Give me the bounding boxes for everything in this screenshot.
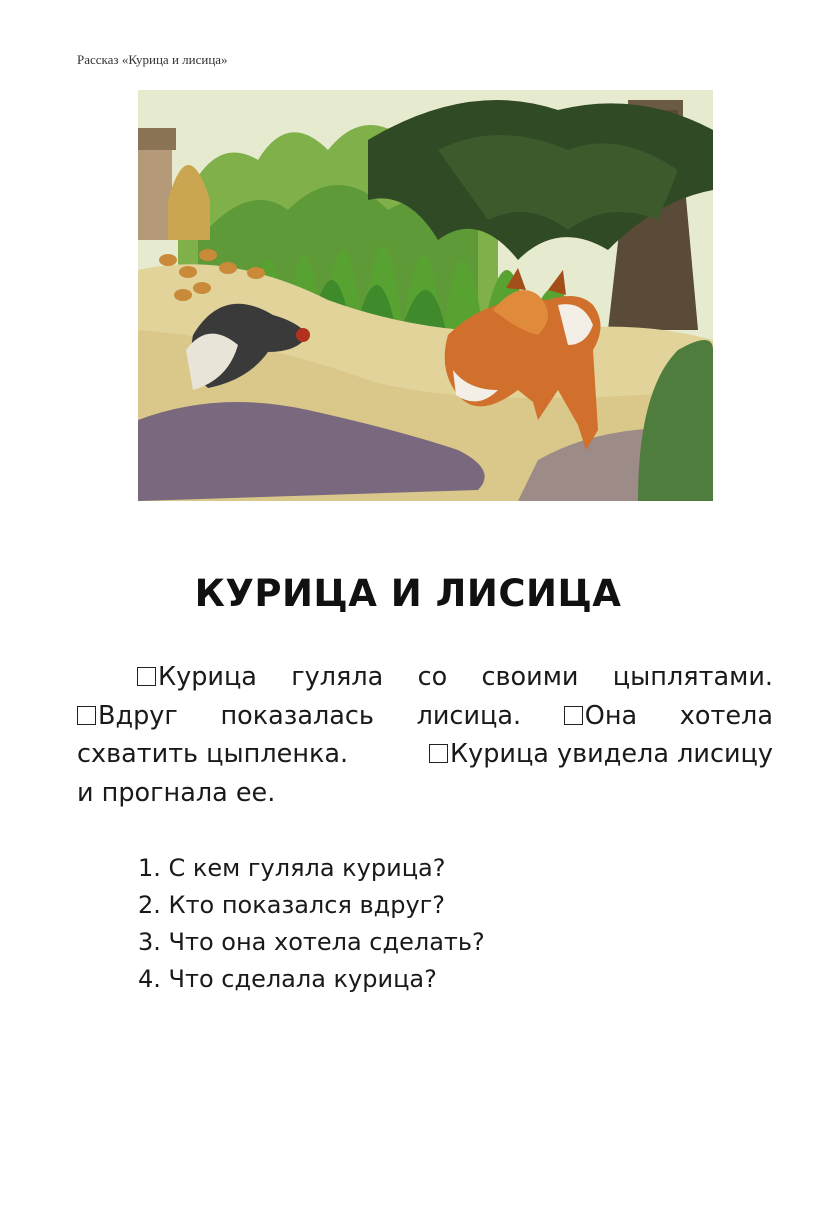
- story-line-4: и прогнала ее.: [77, 777, 276, 808]
- story-word: со: [417, 662, 448, 692]
- story-phrase: Курица увидела лисицу: [429, 735, 773, 774]
- story-word: гуляла: [291, 662, 384, 692]
- sentence-checkbox[interactable]: [77, 706, 96, 725]
- question-item: 1. С кем гуляла курица?: [138, 854, 446, 882]
- sentence-checkbox[interactable]: [429, 744, 448, 763]
- story-word: Вдруг: [77, 697, 178, 736]
- questions-list: [138, 850, 485, 998]
- story-word: Курица: [137, 658, 257, 697]
- running-head: Рассказ «Курица и лисица»: [77, 52, 228, 67]
- question-item: 4. Что сделала курица?: [138, 965, 437, 993]
- story-phrase: схватить цыпленка.: [77, 739, 349, 769]
- question-item: 3. Что она хотела сделать?: [138, 928, 485, 956]
- sentence-checkbox[interactable]: [564, 706, 583, 725]
- hen-and-fox-illustration: [138, 90, 713, 501]
- story-word: хотела: [679, 700, 773, 731]
- story-word: показалась: [220, 700, 374, 731]
- story-title: КУРИЦА И ЛИСИЦА: [194, 572, 622, 615]
- sentence-checkbox[interactable]: [137, 667, 156, 686]
- story-word: цыплятами.: [612, 662, 773, 692]
- story-word: Она: [564, 697, 637, 736]
- question-item: 2. Кто показался вдруг?: [138, 891, 446, 919]
- story-word: лисица.: [416, 700, 522, 731]
- story-text: [77, 658, 773, 812]
- story-line-3: [77, 735, 773, 774]
- story-word: своими: [481, 662, 579, 692]
- story-line-2: [77, 697, 773, 736]
- story-line-1: [77, 658, 773, 697]
